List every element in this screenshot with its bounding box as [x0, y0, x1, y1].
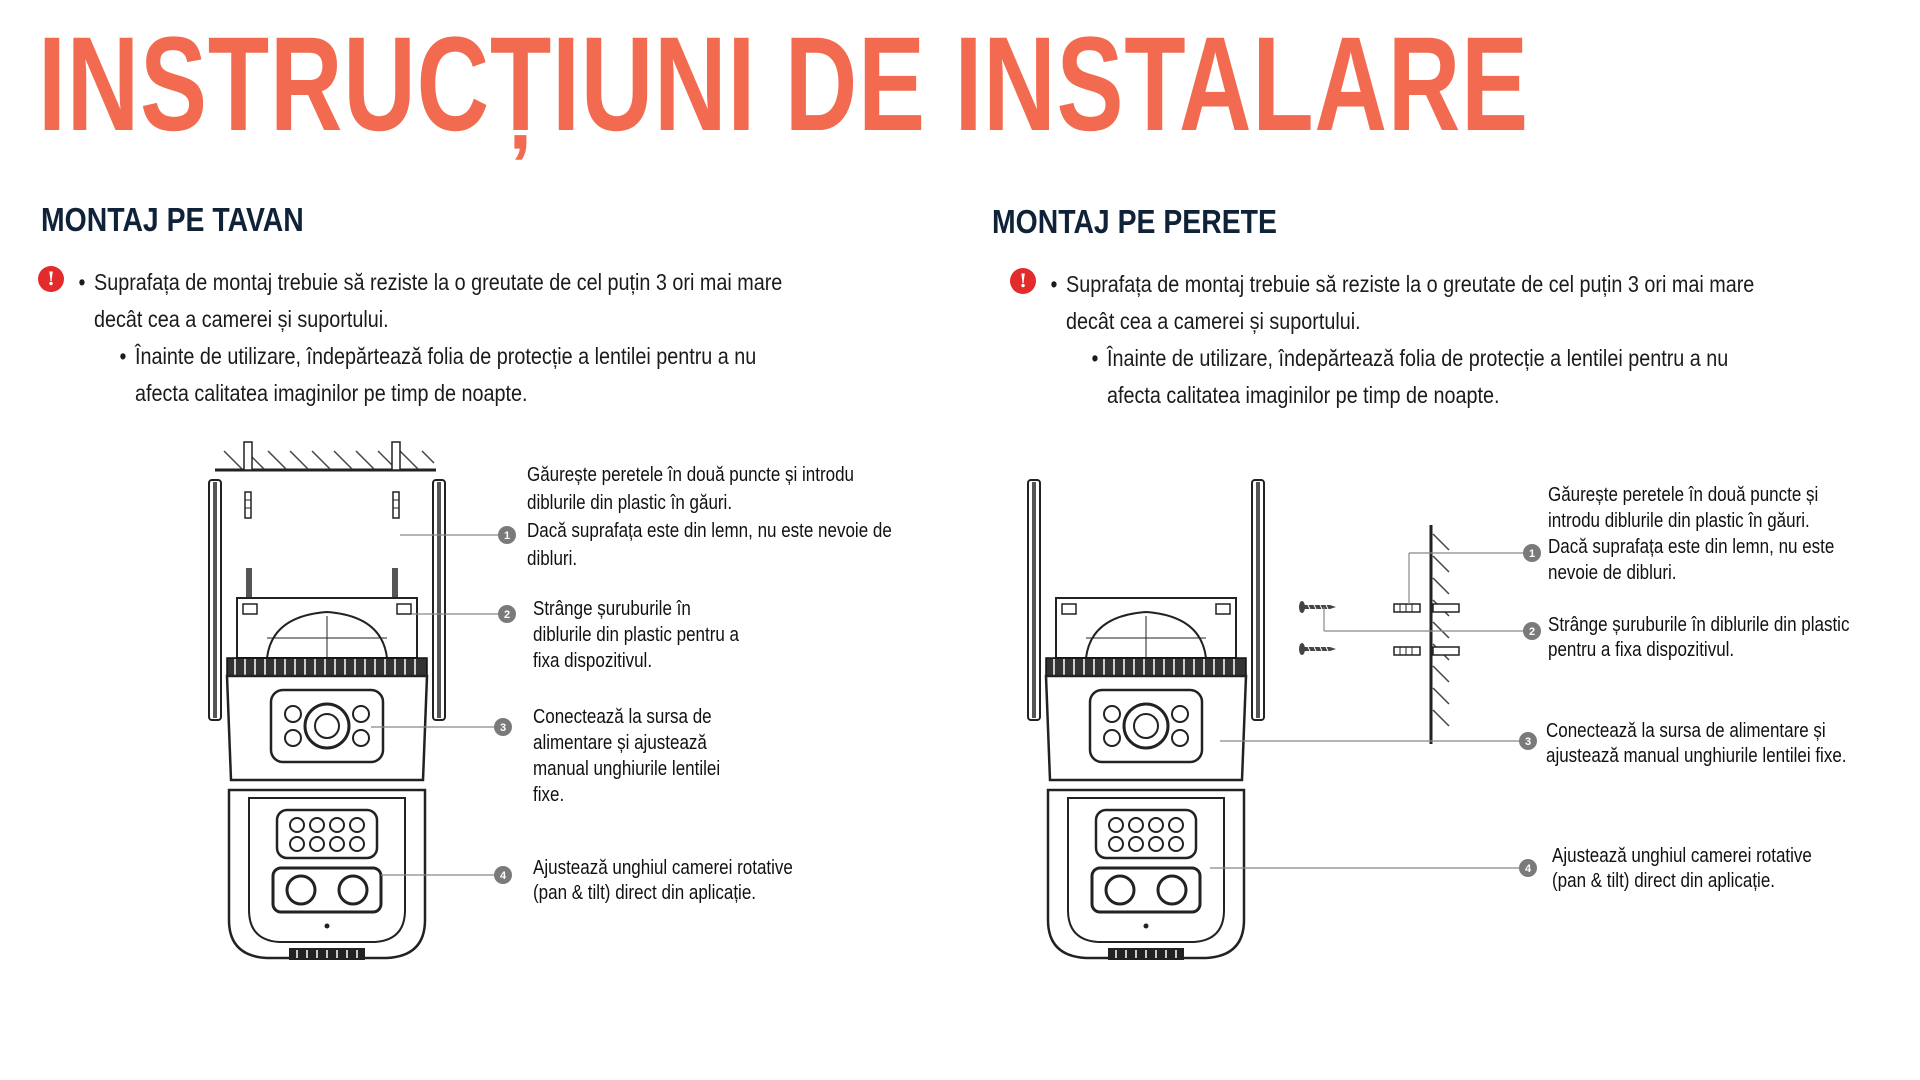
ceiling-camera-drawing: [209, 480, 445, 960]
ceiling-step-4-number: 4: [499, 870, 507, 882]
wall-step-1-line-1: Găurește peretele în două puncte și: [1548, 484, 1819, 506]
ceiling-note-line-2: decât cea a camerei și suportului.: [94, 306, 389, 332]
ceiling-step-1-line-3: Dacă suprafața este din lemn, nu este nevoie de: [527, 520, 892, 542]
wall-note-line-4: afecta calitatea imaginilor pe timp de noapte.: [1107, 382, 1500, 408]
ceiling-dowel-right: [392, 442, 400, 470]
wall-camera-drawing: [1028, 480, 1264, 960]
ceiling-step-4-line-2: (pan & tilt) direct din aplicație.: [533, 882, 756, 904]
ceiling-step-1-line-4: dibluri.: [527, 548, 578, 570]
ceiling-diagram: [209, 442, 516, 960]
wall-step-1-line-3: Dacă suprafața este din lemn, nu este: [1548, 536, 1835, 558]
ceiling-step-1-number: 1: [503, 530, 511, 542]
ceiling-hatching: [224, 451, 434, 469]
wall-step-3-number: 3: [1524, 736, 1532, 748]
ceiling-step-1-line-2: diblurile din plastic în găuri.: [527, 492, 733, 514]
ceiling-note-line-4: afecta calitatea imaginilor pe timp de noapte.: [135, 380, 528, 406]
wall-dowel-bottom: [1433, 647, 1459, 655]
wall-loose-dowel-bottom: [1394, 647, 1420, 655]
page-title: INSTRUCȚIUNI DE INSTALARE: [38, 10, 1529, 159]
wall-dowel-top: [1433, 604, 1459, 612]
wall-step-2-number: 2: [1528, 626, 1536, 638]
ceiling-step-3-number: 3: [499, 722, 507, 734]
ceiling-screws-bottom: [241, 568, 403, 602]
wall-hatching: [1433, 534, 1449, 726]
wall-screw-bottom: [1299, 643, 1336, 655]
wall-step-4-number: 4: [1524, 863, 1532, 875]
ceiling-step-2-line-1: Strânge șuruburile în: [533, 598, 691, 620]
wall-note-line-3: Înainte de utilizare, îndepărtează folia de protecție a lentilei pentru a nu: [1107, 345, 1729, 371]
ceiling-note-line-1: Suprafața de montaj trebuie să reziste la o greutate de cel puțin 3 ori mai mare: [94, 269, 783, 295]
wall-step-3-line-2: ajustează manual unghiurile lentilei fixe.: [1546, 745, 1847, 767]
ceiling-step-3-line-2: alimentare și ajustează: [533, 732, 707, 754]
wall-step-1-line-4: nevoie de dibluri.: [1548, 562, 1677, 584]
ceiling-step-3-line-1: Conectează la sursa de: [533, 706, 712, 728]
wall-step-2-line-2: pentru a fixa dispozitivul.: [1548, 639, 1735, 661]
ceiling-step-4-line-1: Ajustează unghiul camerei rotative: [533, 857, 793, 879]
info-warning-icon: !: [1010, 268, 1036, 294]
ceiling-step-2-line-2: diblurile din plastic pentru a: [533, 624, 740, 646]
ceiling-heading: MONTAJ PE TAVAN: [41, 201, 304, 238]
ceiling-step-2-line-3: fixa dispozitivul.: [533, 650, 653, 672]
ceiling-step-badges: [494, 526, 516, 884]
ceiling-dowel-left: [244, 442, 252, 470]
wall-step-badges: [1519, 544, 1541, 877]
ceiling-step-3-line-3: manual unghiurile lentilei: [533, 758, 721, 780]
wall-loose-dowel-top: [1394, 604, 1420, 612]
info-warning-icon: !: [38, 266, 64, 292]
ceiling-screws-top: [245, 492, 399, 518]
ceiling-step-2-number: 2: [503, 609, 511, 621]
wall-screw-top: [1299, 601, 1336, 613]
wall-step-1-line-2: introdu diblurile din plastic în găuri.: [1548, 510, 1810, 532]
wall-note-line-2: decât cea a camerei și suportului.: [1066, 308, 1361, 334]
wall-heading: MONTAJ PE PERETE: [992, 203, 1277, 240]
wall-step-2-line-1: Strânge șuruburile în diblurile din plastic: [1548, 614, 1850, 636]
wall-step-4-line-2: (pan & tilt) direct din aplicație.: [1552, 870, 1775, 892]
wall-note-line-1: Suprafața de montaj trebuie să reziste la o greutate de cel puțin 3 ori mai mare: [1066, 271, 1755, 297]
wall-step-1-number: 1: [1528, 548, 1536, 560]
ceiling-step-1-line-1: Găurește peretele în două puncte și introdu: [527, 464, 854, 486]
ceiling-step-3-line-4: fixe.: [533, 784, 565, 806]
wall-step-4-line-1: Ajustează unghiul camerei rotative: [1552, 845, 1812, 867]
ceiling-note-line-3: Înainte de utilizare, îndepărtează folia de protecție a lentilei pentru a nu: [135, 343, 757, 369]
wall-diagram: [1028, 480, 1541, 960]
wall-step-3-line-1: Conectează la sursa de alimentare și: [1546, 720, 1826, 742]
